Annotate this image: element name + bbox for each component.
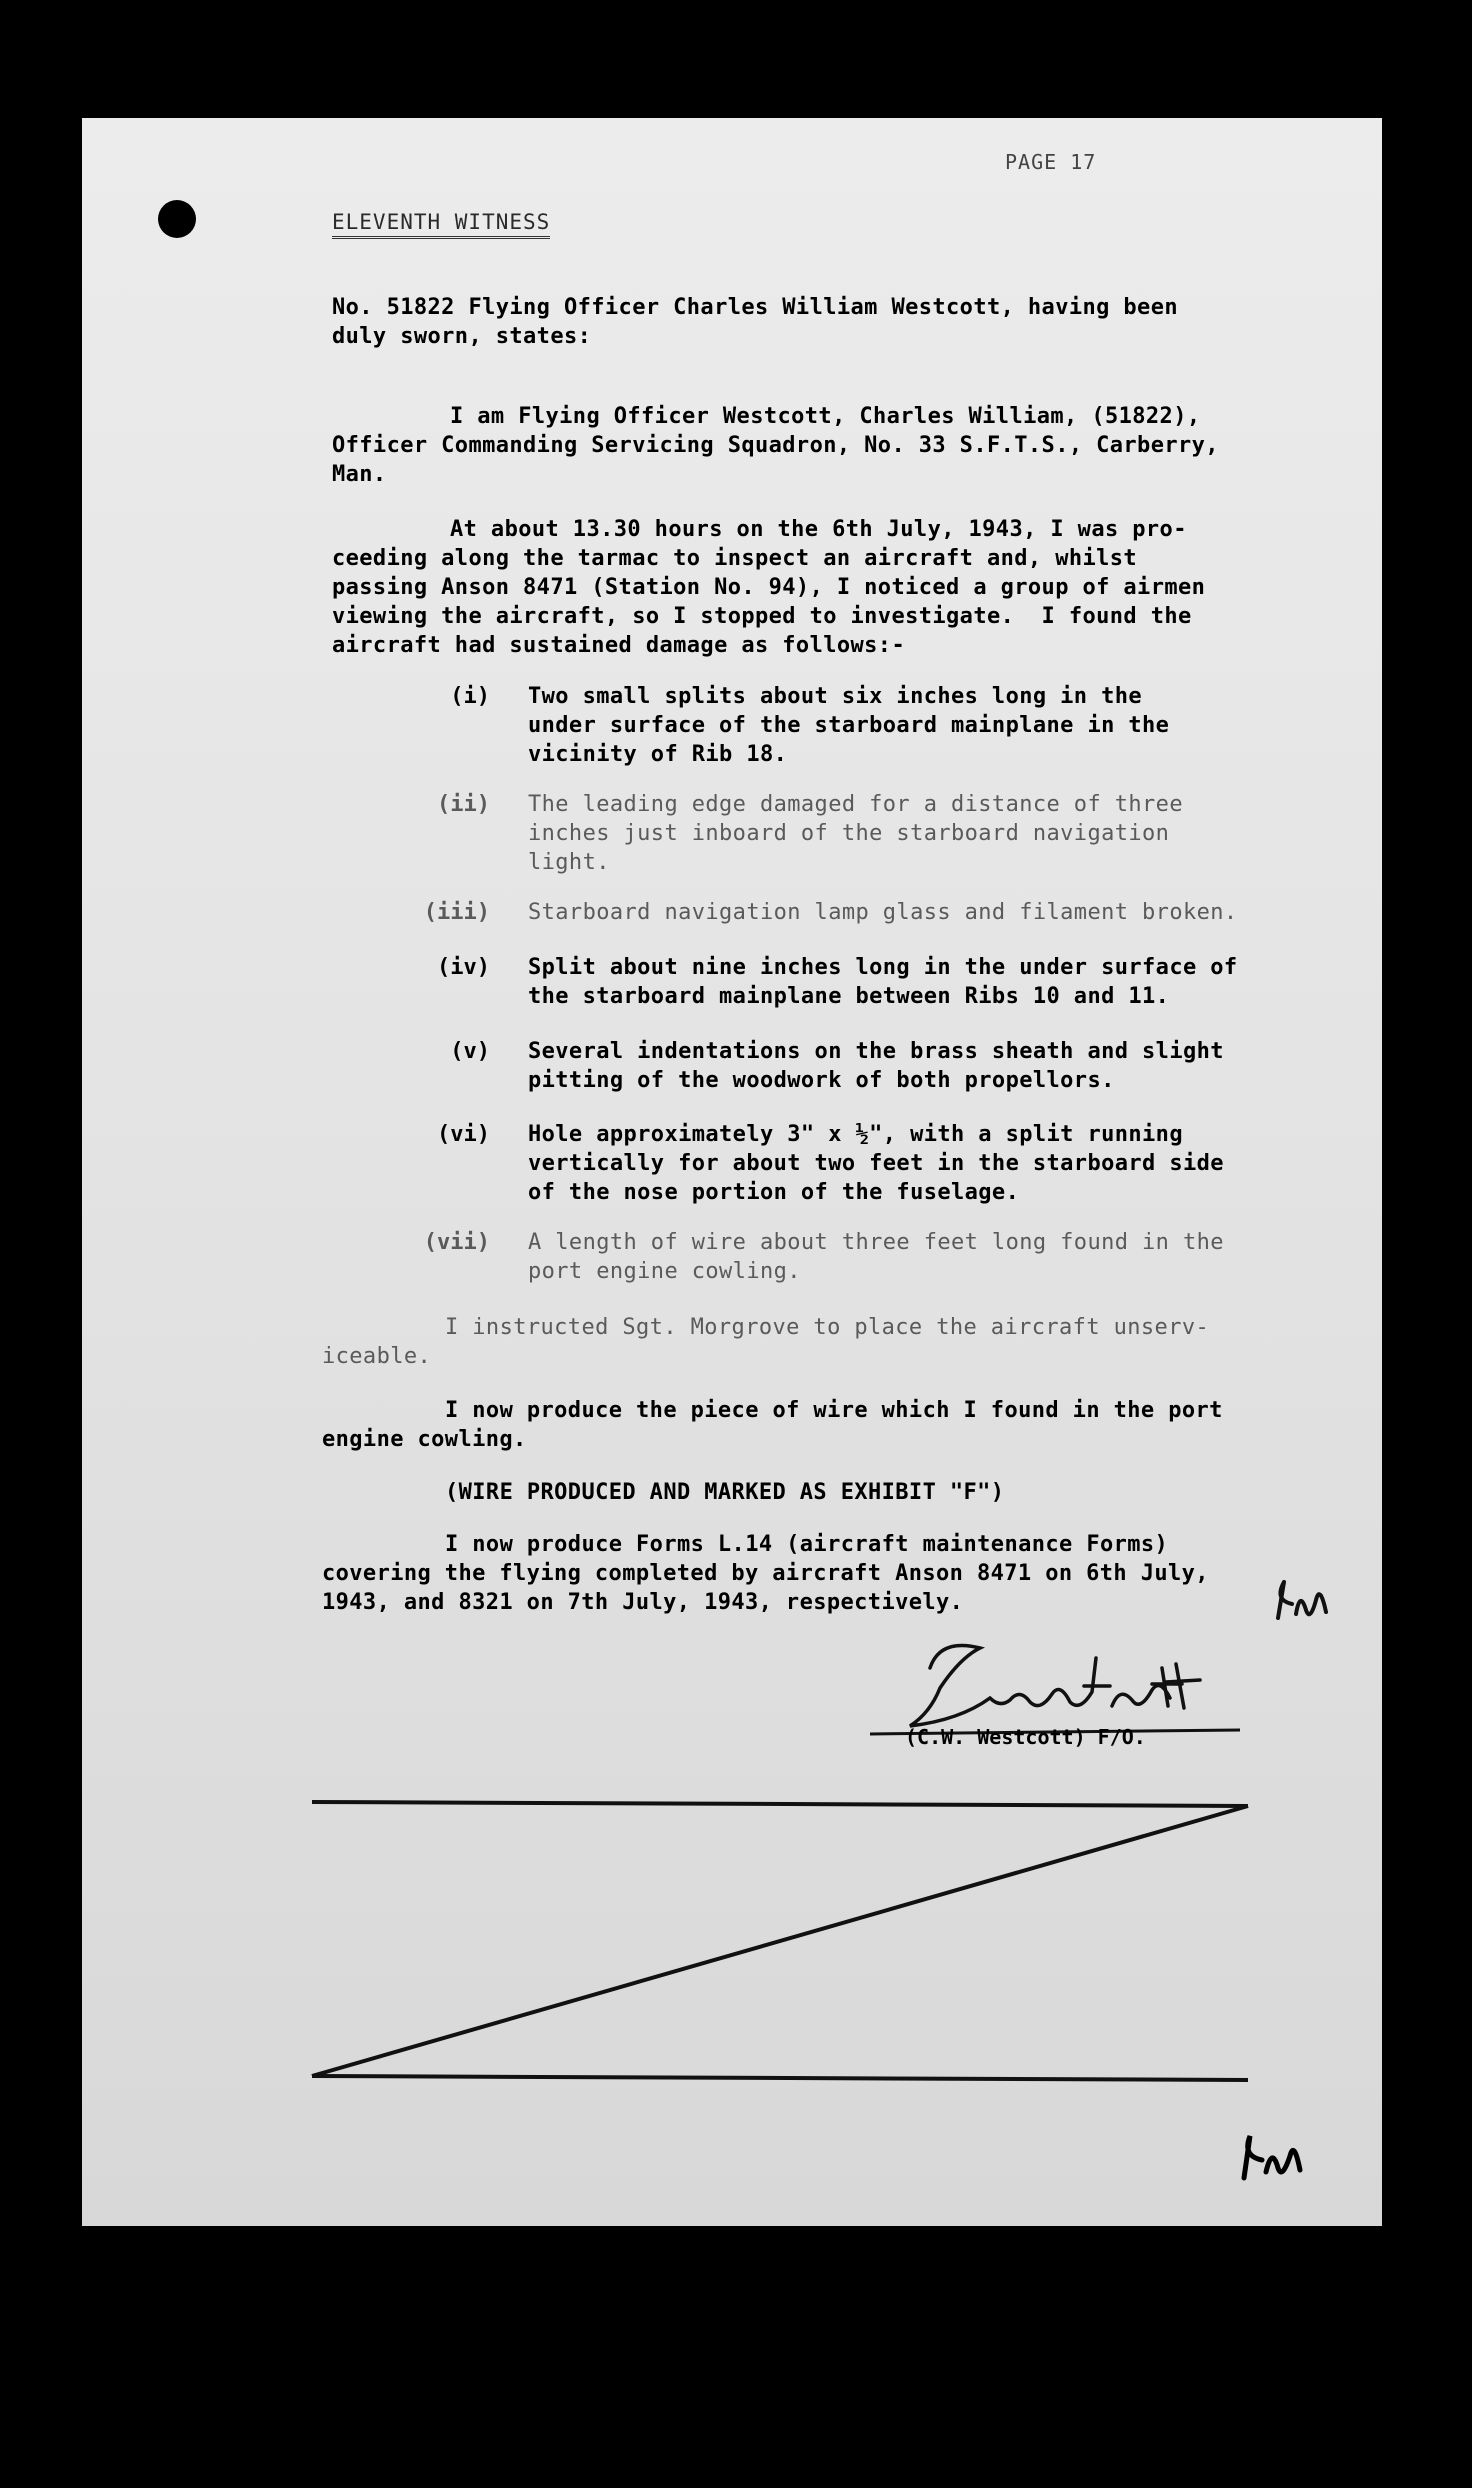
- item-numeral: (vii): [423, 1230, 490, 1255]
- item-line: Starboard navigation lamp glass and filament broken.: [528, 900, 1238, 925]
- item-line: A length of wire about three feet long found in the: [528, 1230, 1224, 1255]
- item-numeral: (ii): [437, 792, 490, 817]
- item-numeral: (v): [450, 1039, 490, 1064]
- item-line: of the nose portion of the fuselage.: [528, 1180, 1020, 1205]
- item-line: The leading edge damaged for a distance of three: [528, 792, 1183, 817]
- item-numeral: (iii): [423, 900, 490, 925]
- item-line: Split about nine inches long in the under surface of: [528, 955, 1238, 980]
- para1-line-2: Officer Commanding Servicing Squadron, No. 33 S.F.T.S., Carberry,: [332, 433, 1219, 458]
- witness-heading: ELEVENTH WITNESS: [332, 210, 550, 239]
- item-numeral: (iv): [437, 955, 490, 980]
- para2-line-3: passing Anson 8471 (Station No. 94), I noticed a group of airmen: [332, 575, 1206, 600]
- signature-name: (C.W. Westcott) F/O.: [905, 1725, 1146, 1749]
- item-line: inches just inboard of the starboard navigation: [528, 821, 1170, 846]
- intro-line-1: No. 51822 Flying Officer Charles William Westcott, having been: [332, 295, 1178, 320]
- para1-line-1: I am Flying Officer Westcott, Charles William, (51822),: [450, 404, 1201, 429]
- item-line: vertically for about two feet in the starboard side: [528, 1151, 1224, 1176]
- item-line: Hole approximately 3" x ½", with a split running: [528, 1122, 1183, 1147]
- para2-line-4: viewing the aircraft, so I stopped to investigate. I found the: [332, 604, 1192, 629]
- exhibit-note: (WIRE PRODUCED AND MARKED AS EXHIBIT "F"): [445, 1480, 1005, 1505]
- para5-line-3: 1943, and 8321 on 7th July, 1943, respectively.: [322, 1590, 964, 1615]
- para4-line-1: I now produce the piece of wire which I found in the port: [445, 1398, 1223, 1423]
- item-line: Several indentations on the brass sheath and slight: [528, 1039, 1224, 1064]
- intro-line-2: duly sworn, states:: [332, 324, 592, 349]
- item-line: port engine cowling.: [528, 1259, 801, 1284]
- item-line: under surface of the starboard mainplane in the: [528, 713, 1170, 738]
- item-line: pitting of the woodwork of both propellors.: [528, 1068, 1115, 1093]
- para2-line-1: At about 13.30 hours on the 6th July, 1943, I was pro-: [450, 517, 1187, 542]
- item-line: the starboard mainplane between Ribs 10 and 11.: [528, 984, 1170, 1009]
- item-numeral: (vi): [437, 1122, 490, 1147]
- item-line: Two small splits about six inches long in the: [528, 684, 1143, 709]
- item-line: vicinity of Rib 18.: [528, 742, 788, 767]
- para3-line-1: I instructed Sgt. Morgrove to place the aircraft unserv-: [445, 1315, 1210, 1340]
- para5-line-1: I now produce Forms L.14 (aircraft maintenance Forms): [445, 1532, 1169, 1557]
- page-number: PAGE 17: [1005, 150, 1097, 174]
- item-line: light.: [528, 850, 610, 875]
- para2-line-2: ceeding along the tarmac to inspect an aircraft and, whilst: [332, 546, 1138, 571]
- para1-line-3: Man.: [332, 462, 387, 487]
- para4-line-2: engine cowling.: [322, 1427, 527, 1452]
- item-numeral: (i): [450, 684, 490, 709]
- handwritten-initials-bottom: [1234, 2120, 1314, 2190]
- para3-line-2: iceable.: [322, 1344, 432, 1369]
- para5-line-2: covering the flying completed by aircraft Anson 8471 on 6th July,: [322, 1561, 1209, 1586]
- para2-line-5: aircraft had sustained damage as follows:-: [332, 633, 906, 658]
